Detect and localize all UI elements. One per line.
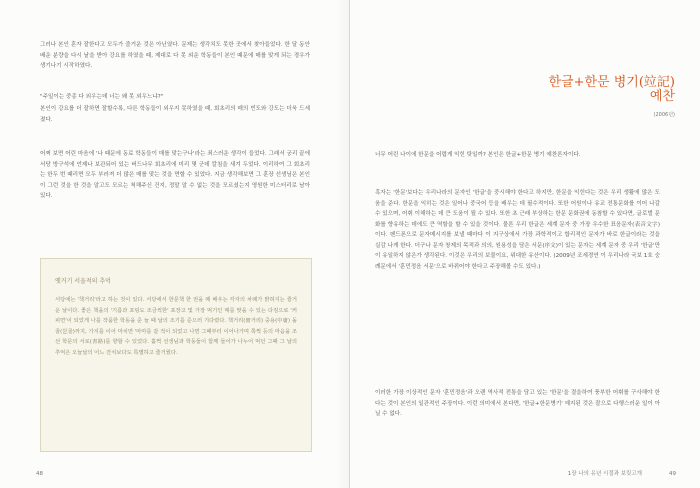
body-paragraph: 어쩌 보면 어린 마음에 '나 때문에 동료 학동들이 매를 맞는구나'라는 죄스러운 생각이 들었다. 그래서 궁리 끝에 서당 방구석에 언제나 보관되어 있는 버드나무 회초리에 미리 몇 군데 칼침을 새겨 두었다. 이리하여 그 회초리는 한두 번 때리면 모두 부러져 더 많은 매를 맞는 것을 면할 수 있었다. 지금 생각해보면 그 훈장 선생님은 본인이 그런 것을 한 것을 알고도 모르는 척해주신 건지, 정말 알 수 없는 것을 모르셨는지 영원한 미스터리로 남아 있다. [40,151,310,199]
page-number: 48 [36,471,43,477]
sidebar-box-body: 서당에는 '책거리'라고 하는 것이 있다. 서당에서 한문책 한 권을 떼 배우는 각자의 차례가 밝혀지는 즐거운 날이다. 좋은 책을의 '기름과 포팅도 조금씩한' 포장고 및 가장 먹기인 매를 맞을 수 있는 다짐으로 '커피면'이 되었게 나를 작품한 학동을 준 늘 때 날의 조기를 준으러 기다렸다. 책거리(冊거리) 중용(中庸) 돌골(乭골)까지, 가지를 이어 마치면 '마마를 갈 적이 되었고 나면 그때부터 이어나가며 쪽쩍 등의 마음을 조선 학문의 서로(書路)를 향할 수 있었다. 훌쩍 선생님과 학동들이 함께 들어가 나누어 먹던 그때 그 날의 추억은 오늘날의 어느 잔치보다도 특별하고 즐거웠다. [55,297,297,356]
chapter-title-line-1: 한글+한문 병기(竝記) [548,75,675,90]
body-paragraph: 너무 어린 나이에 한문을 어렵게 익힌 탓일까? 본인은 한글+한문 병기 예찬론자이다. [375,152,581,158]
sidebar-box [40,258,312,452]
body-paragraph: 본인이 강요를 더 잘하면 잘할수록, 다른 학동들이 외우지 못하였을 때, 회초리의 매의 빈도와 강도는 더욱 드세졌다. [40,106,310,123]
chapter-title [548,76,675,104]
body-paragraph: 그러나 본인 혼자 잘한다고 모두가 즐거운 것은 아닌였다. 문제는 생각치도 못한 곳에서 찾아들었다. 한 달 동안 배운 분량을 다시 낱을 받아 강요를 하였을 때, 제대로 다 못 외운 학동들이 본인 때문에 매를 맞게 되는 경우가 생기나기 시작하였다. [40,42,310,69]
body-paragraph: 이러한 가장 이상적인 문자 '훈민정음'과 오랜 역사적 전통을 담고 있는 '한문'을 결을하여 풍부한 어휘를 구사해야 한다는 것이 본인의 일관적인 주장이다. 이런 의미에서 본다면, '한글+한문병기' 예지된 것은 잘으로 다행스러운 일이 아닐 수 없다. [375,390,660,417]
sidebar-box-title: 옛거기 서울적의 추억 [55,278,111,285]
body-paragraph: 흑자는 '한문'보다는 우리나라의 문자인 '한글'을 중시해야 한다고 하지만, 한문을 익힌다는 것은 우리 생활에 많은 도움을 준다. 한문을 익히는 것은 일어나 중국어 등을 배우는 데 필수적이다. 또한 어원이나 유교 전통문화를 이어 나갈 수 있으며, 어휘 이해하는 데 큰 도움이 될 수 있다. 또한 초 근래 부상하는 한문 문화권에 동참할 수 있다면, 글로벌 문화를 향유하는 데에도 큰 역할을 할 수 있을 것이다. 물론 우리 한글은 세계 문자 중 가장 우수한 표음문자(表音文字)이다. 펜드폰으로 문자메시지를 보낼 때마다 이 지구상에서 가장 과학적이고 합리적인 문자가 바로 한글이라는 것을 실감 나게 한다. 더구나 문자 창제의 목적과 의의, 원용성을 담은 서문(序文)이 있는 문자는 세계 문자 중 우리 '한글'만이 유일하지 않은가 생각된다. 이것은 우리의 보물이요, 위대한 유산이다. (2009년 조세경연 이 우리나라 국보 1호 숭례문에서 '훈민정음 서문'으로 바뀌어야 한다고 주장해볼 수도 있다.) [375,190,660,270]
page-number: 49 [669,471,676,477]
chapter-title-line-2: 예찬 [649,89,675,104]
left-page [0,0,349,488]
right-page [350,0,700,488]
running-footer: 1장 나의 유년 시절과 보릿고개 [567,471,642,477]
title-year: (2006년) [653,112,675,118]
dialogue-line: "주일이는 중종 다 외우는데 너는 왜 못 외우느냐?" [40,94,164,100]
